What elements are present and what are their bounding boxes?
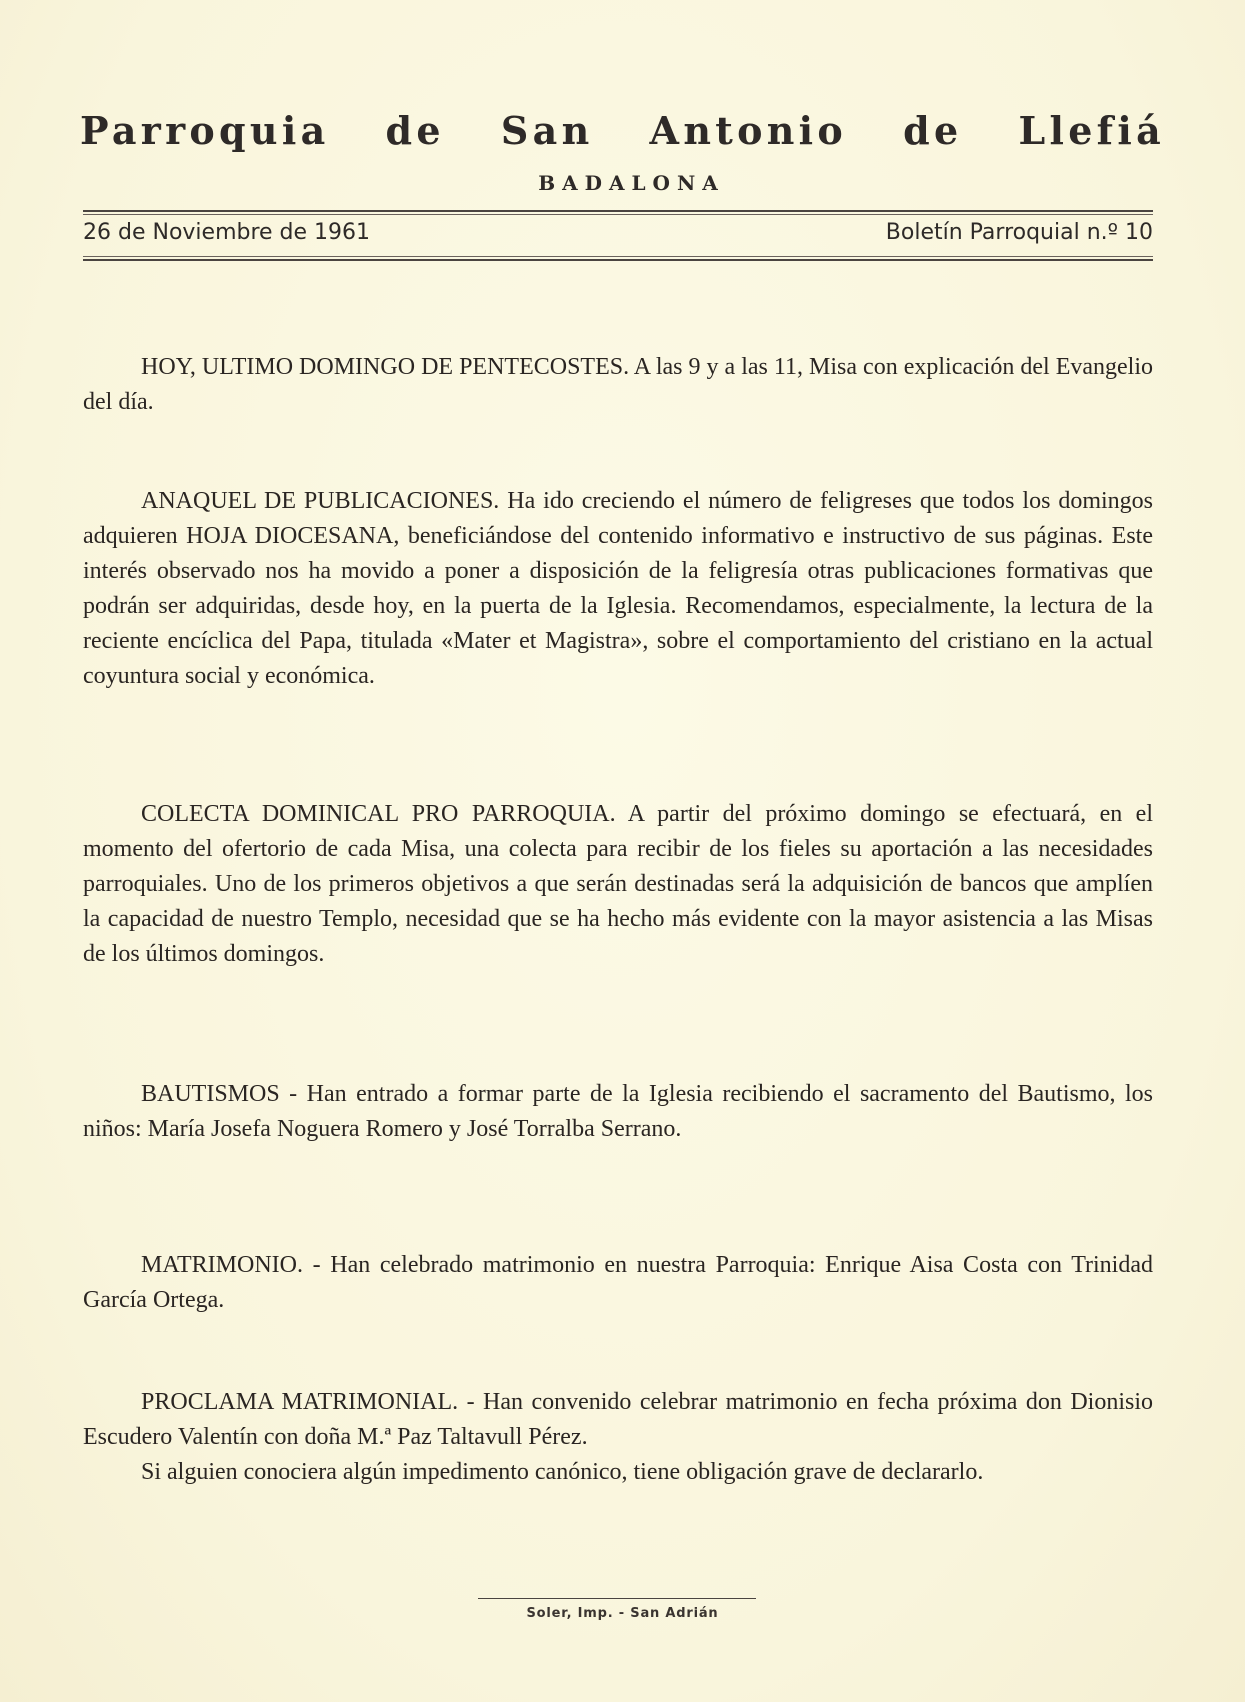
section-heading: MATRIMONIO. - bbox=[141, 1252, 321, 1278]
section-paragraph bbox=[83, 1248, 1153, 1318]
section-heading: HOY, ULTIMO DOMINGO DE PENTECOSTES. bbox=[141, 354, 630, 380]
section-heading: ANAQUEL DE PUBLICACIONES. bbox=[141, 488, 500, 514]
section-colecta bbox=[83, 797, 1153, 972]
section-paragraph bbox=[83, 350, 1153, 420]
header-rule-top bbox=[83, 210, 1153, 216]
dateline bbox=[83, 220, 1153, 245]
section-text: Han entrado a formar parte de la Iglesia recibiendo el sacramento del Bautismo, los niños: María Josefa Noguera Romero y José Torralba Serrano. bbox=[83, 1081, 1154, 1142]
section-text: A las 9 y a las 11, Misa con explicación del Evangelio del día. bbox=[83, 354, 1153, 415]
section-bautismos bbox=[83, 1077, 1153, 1147]
section-anaquel bbox=[83, 484, 1153, 694]
parish-title: Parroquia de San Antonio de Llefiá bbox=[80, 108, 1165, 153]
section-text: A partir del próximo domingo se efectuará, en el momento del ofertorio de cada Misa, una colecta para recibir de los fieles su aportación a las necesidades parroquiales. Uno de los primeros objetivos a que serán destinadas será la adquisición de bancos que amplíen la capacidad de nuestro Templo, necesidad que se ha hecho más evidente con la mayor asistencia a las Misas de los últimos domingos. bbox=[83, 801, 1153, 967]
printer-imprint: Soler, Imp. - San Adrián bbox=[526, 1606, 719, 1621]
rule-line-thick bbox=[83, 259, 1153, 261]
footer-rule bbox=[478, 1598, 756, 1599]
section-heading: BAUTISMOS - bbox=[141, 1081, 298, 1107]
section-text: Han convenido celebrar matrimonio en fecha próxima don Dionisio Escudero Valentín con doña M.ª Paz Taltavull Pérez. bbox=[83, 1389, 1154, 1450]
section-heading: PROCLAMA MATRIMONIAL. - bbox=[141, 1389, 475, 1415]
section-text: Ha ido creciendo el número de feligreses que todos los domingos adquieren HOJA DIOCESANA, beneficiándose del contenido informativo e instructivo de sus páginas. Este interés observado nos ha movido a poner a disposición de la feligresía otras publicaciones formativas que podrán ser adquiridas, desde hoy, en la puerta de la Iglesia. Recomendamos, especialmente, la lectura de la reciente encíclica del Papa, titulada «Mater et Magistra», sobre el comportamiento del cristiano en la actual coyuntura social y económica. bbox=[83, 488, 1154, 689]
header-rule-bottom bbox=[83, 256, 1153, 262]
section-paragraph bbox=[83, 1077, 1153, 1147]
section-proclama bbox=[83, 1385, 1153, 1490]
section-paragraph bbox=[83, 484, 1153, 694]
section-heading: COLECTA DOMINICAL PRO PARROQUIA. bbox=[141, 801, 616, 827]
section-paragraph bbox=[83, 797, 1153, 972]
issue-number: Boletín Parroquial n.º 10 bbox=[885, 220, 1153, 245]
section-hoy bbox=[83, 350, 1153, 420]
rule-line-thin bbox=[83, 256, 1153, 257]
rule-line-thin bbox=[83, 214, 1153, 215]
section-paragraph bbox=[83, 1385, 1153, 1455]
city-subtitle: BADALONA bbox=[538, 171, 725, 195]
section-text: Han celebrado matrimonio en nuestra Parroquia: Enrique Aisa Costa con Trinidad García Ortega. bbox=[83, 1252, 1153, 1313]
rule-line-thick bbox=[83, 210, 1153, 212]
issue-date: 26 de Noviembre de 1961 bbox=[83, 220, 371, 245]
section-paragraph: Si alguien conociera algún impedimento canónico, tiene obligación grave de declararlo. bbox=[141, 1459, 984, 1485]
section-matrimonio bbox=[83, 1248, 1153, 1318]
